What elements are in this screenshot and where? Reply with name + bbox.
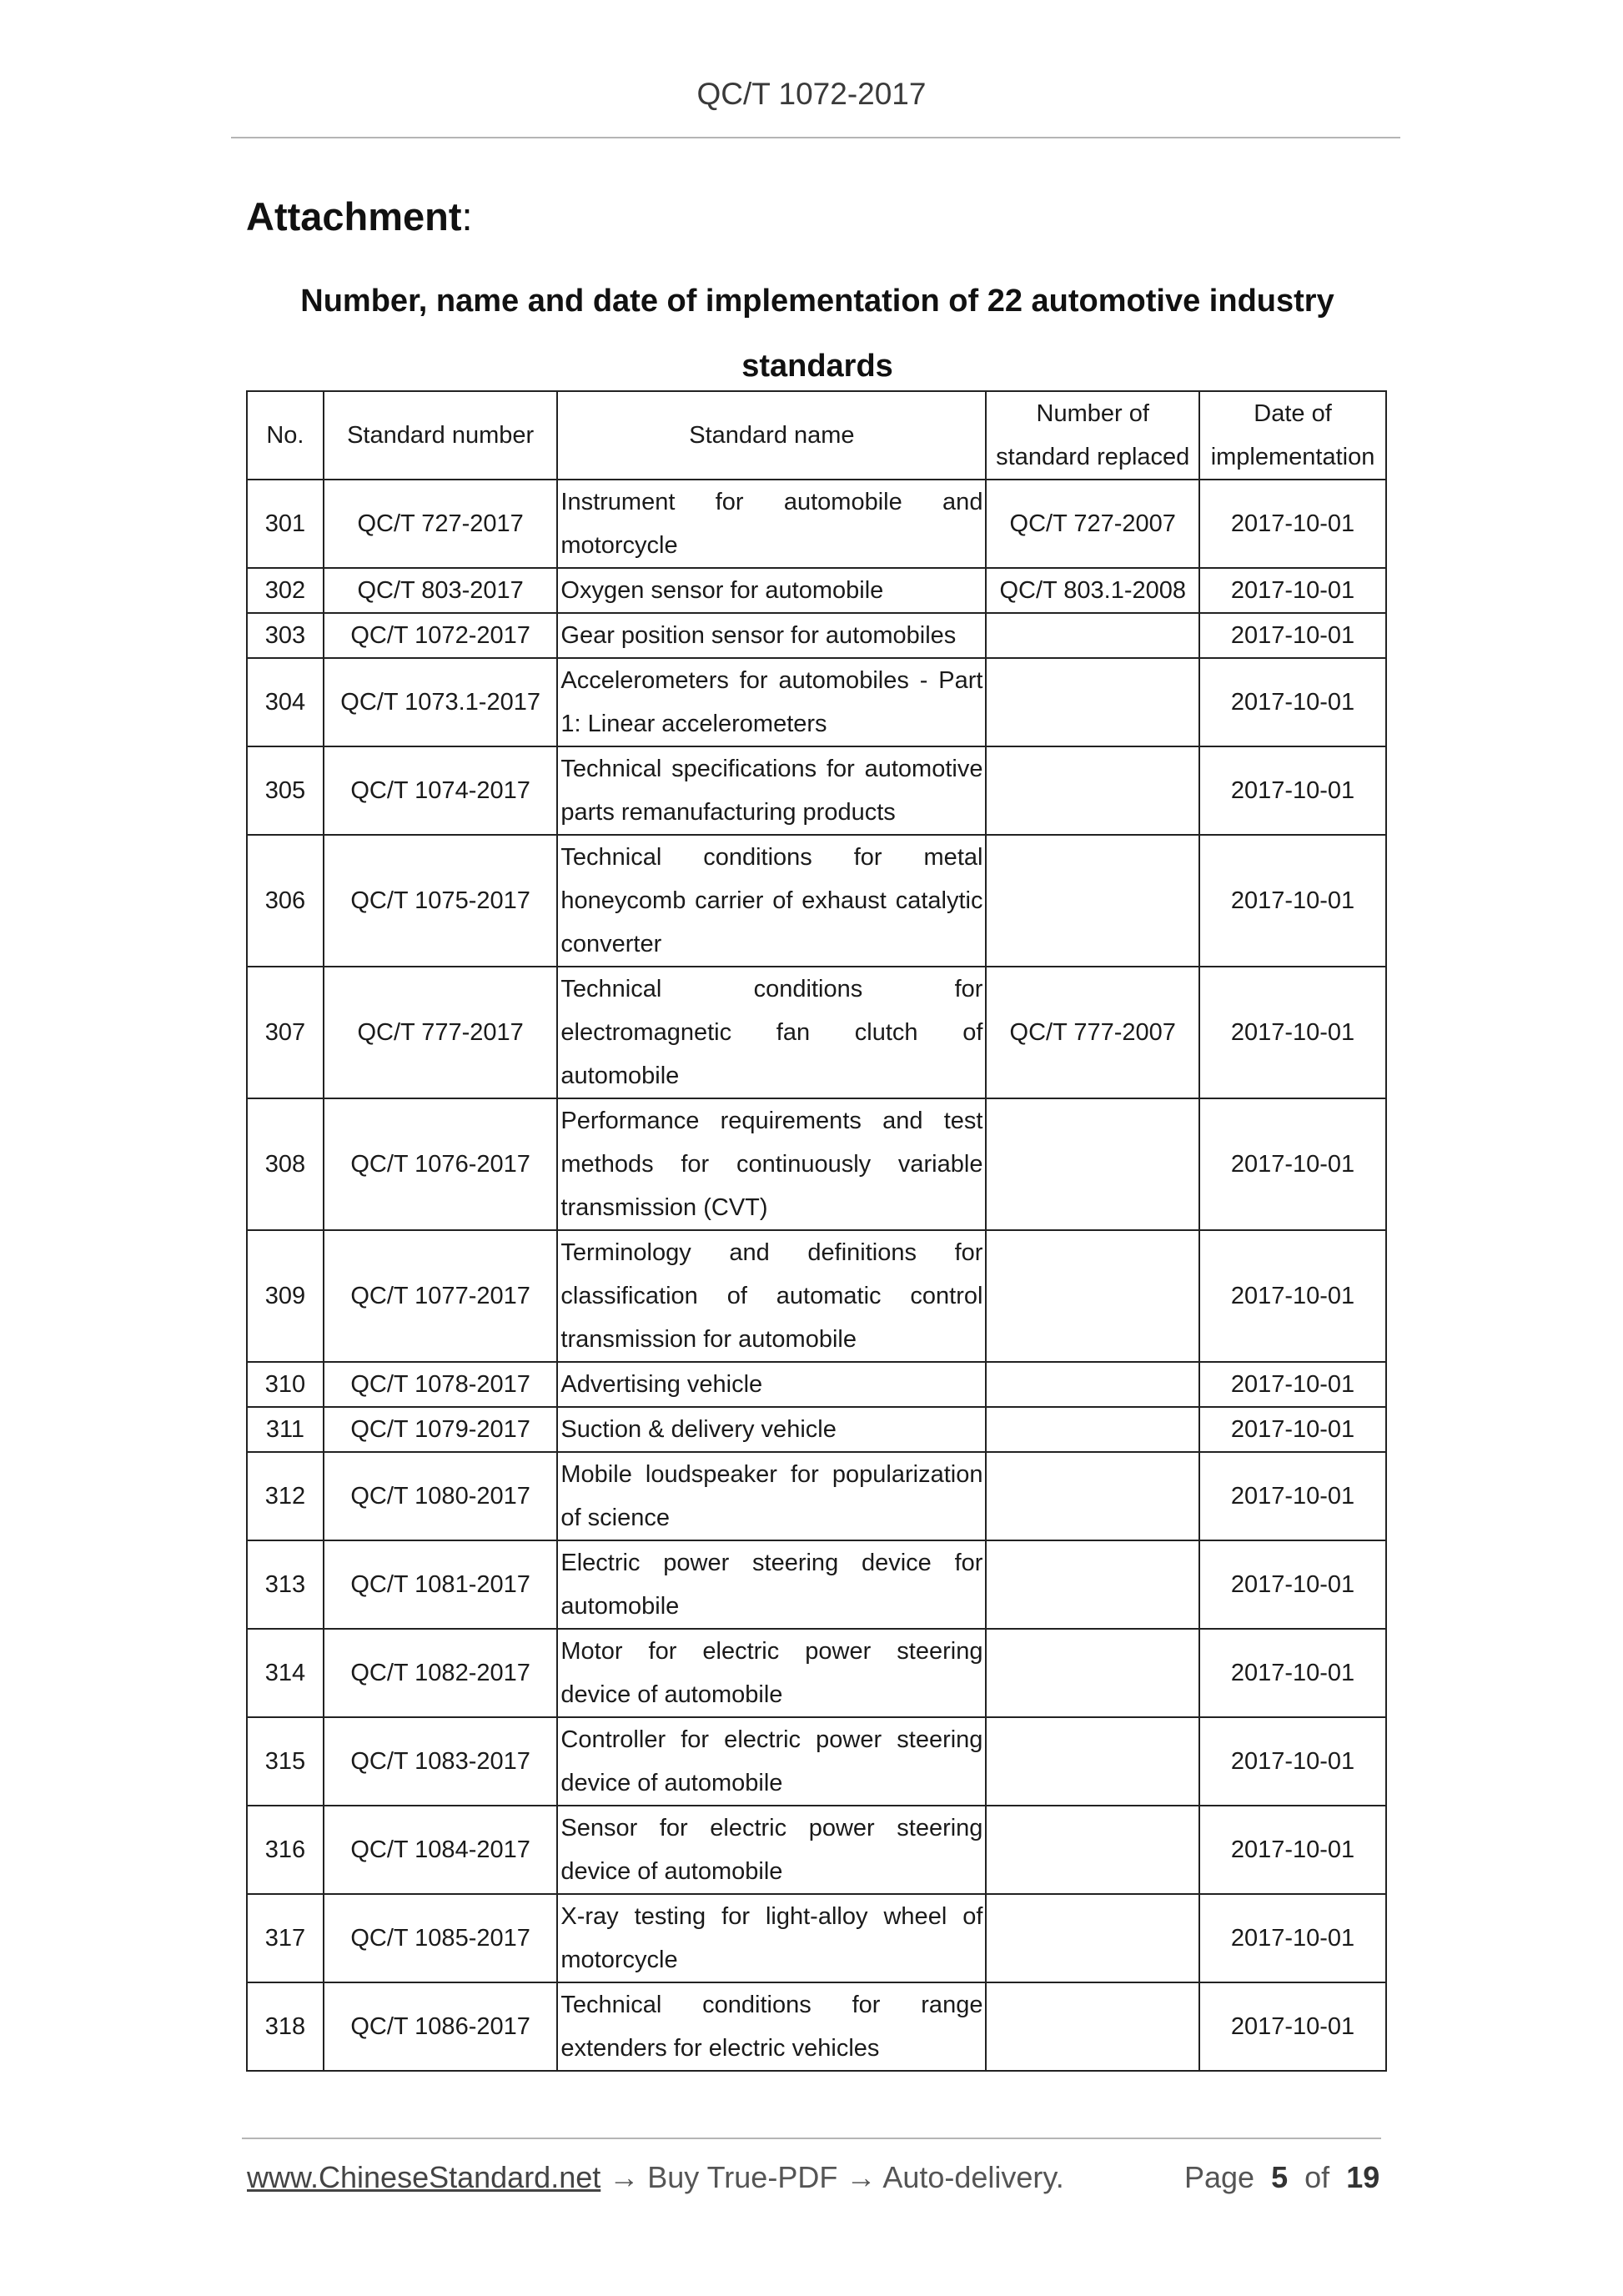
cell-standard-number: QC/T 1074-2017 — [324, 746, 558, 835]
header-standard-number: Standard number — [324, 391, 558, 480]
table-row — [247, 613, 1386, 658]
table-row — [247, 1894, 1386, 1982]
cell-date: 2017-10-01 — [1199, 835, 1386, 967]
cell-number-replaced — [986, 1982, 1199, 2071]
standards-table — [246, 390, 1387, 2072]
cell-standard-number: QC/T 1073.1-2017 — [324, 658, 558, 746]
cell-number-replaced — [986, 746, 1199, 835]
table-row — [247, 1362, 1386, 1407]
attachment-title-text: Attachment — [246, 194, 462, 239]
cell-standard-number: QC/T 727-2017 — [324, 480, 558, 568]
cell-date: 2017-10-01 — [1199, 1806, 1386, 1894]
cell-standard-number: QC/T 1075-2017 — [324, 835, 558, 967]
header-no: No. — [247, 391, 324, 480]
cell-standard-name: Mobile loudspeaker for popularization of science — [557, 1452, 986, 1540]
cell-standard-number: QC/T 1086-2017 — [324, 1982, 558, 2071]
cell-standard-number: QC/T 1078-2017 — [324, 1362, 558, 1407]
cell-date: 2017-10-01 — [1199, 967, 1386, 1098]
cell-number-replaced — [986, 1806, 1199, 1894]
table-row — [247, 1407, 1386, 1452]
attachment-title — [246, 193, 473, 239]
cell-number-replaced — [986, 1362, 1199, 1407]
cell-date: 2017-10-01 — [1199, 1452, 1386, 1540]
cell-number-replaced — [986, 1407, 1199, 1452]
cell-no: 305 — [247, 746, 324, 835]
cell-standard-number: QC/T 1085-2017 — [324, 1894, 558, 1982]
cell-no: 312 — [247, 1452, 324, 1540]
cell-no: 309 — [247, 1230, 324, 1362]
cell-standard-name: Terminology and definitions for classification of automatic control transmission for automobile — [557, 1230, 986, 1362]
footer-divider — [242, 2138, 1381, 2139]
cell-standard-number: QC/T 1077-2017 — [324, 1230, 558, 1362]
cell-number-replaced: QC/T 727-2007 — [986, 480, 1199, 568]
table-row — [247, 568, 1386, 613]
cell-no: 301 — [247, 480, 324, 568]
header-number-replaced: Number of standard replaced — [986, 391, 1199, 480]
cell-standard-name: Electric power steering device for automobile — [557, 1540, 986, 1629]
cell-no: 318 — [247, 1982, 324, 2071]
cell-standard-name: Technical conditions for electromagnetic fan clutch of automobile — [557, 967, 986, 1098]
cell-standard-name: Performance requirements and test methods for continuously variable transmission (CVT) — [557, 1098, 986, 1230]
cell-standard-number: QC/T 1076-2017 — [324, 1098, 558, 1230]
table-row — [247, 1230, 1386, 1362]
cell-standard-name: Sensor for electric power steering device of automobile — [557, 1806, 986, 1894]
cell-no: 303 — [247, 613, 324, 658]
footer-promo — [247, 2160, 1064, 2195]
cell-date: 2017-10-01 — [1199, 746, 1386, 835]
cell-standard-name: Technical specifications for automotive parts remanufacturing products — [557, 746, 986, 835]
table-row — [247, 1629, 1386, 1717]
cell-date: 2017-10-01 — [1199, 1894, 1386, 1982]
cell-no: 307 — [247, 967, 324, 1098]
footer-page-of: of — [1304, 2160, 1330, 2194]
cell-no: 317 — [247, 1894, 324, 1982]
cell-no: 310 — [247, 1362, 324, 1407]
cell-standard-number: QC/T 1081-2017 — [324, 1540, 558, 1629]
attachment-title-colon: : — [461, 194, 473, 239]
cell-date: 2017-10-01 — [1199, 1629, 1386, 1717]
cell-date: 2017-10-01 — [1199, 480, 1386, 568]
header-date: Date of implementation — [1199, 391, 1386, 480]
cell-no: 313 — [247, 1540, 324, 1629]
cell-standard-number: QC/T 1079-2017 — [324, 1407, 558, 1452]
cell-number-replaced: QC/T 777-2007 — [986, 967, 1199, 1098]
cell-standard-number: QC/T 1082-2017 — [324, 1629, 558, 1717]
cell-number-replaced — [986, 1629, 1199, 1717]
table-row — [247, 746, 1386, 835]
cell-date: 2017-10-01 — [1199, 1540, 1386, 1629]
table-title: Number, name and date of implementation of 22 automotive industry standards — [300, 284, 1334, 384]
cell-no: 316 — [247, 1806, 324, 1894]
cell-no: 302 — [247, 568, 324, 613]
cell-no: 308 — [247, 1098, 324, 1230]
cell-number-replaced: QC/T 803.1-2008 — [986, 568, 1199, 613]
header-divider — [231, 137, 1400, 138]
cell-number-replaced — [986, 835, 1199, 967]
footer-website-link[interactable]: www.ChineseStandard.net — [247, 2160, 601, 2194]
footer-page-indicator — [1184, 2160, 1379, 2195]
table-row — [247, 1098, 1386, 1230]
cell-number-replaced — [986, 658, 1199, 746]
cell-date: 2017-10-01 — [1199, 1717, 1386, 1806]
cell-standard-number: QC/T 1083-2017 — [324, 1717, 558, 1806]
cell-number-replaced — [986, 1540, 1199, 1629]
cell-standard-name: Technical conditions for metal honeycomb carrier of exhaust catalytic converter — [557, 835, 986, 967]
cell-standard-name: Advertising vehicle — [557, 1362, 986, 1407]
cell-standard-number: QC/T 803-2017 — [324, 568, 558, 613]
table-header-row — [247, 391, 1386, 480]
cell-number-replaced — [986, 1230, 1199, 1362]
cell-number-replaced — [986, 1894, 1199, 1982]
table-row — [247, 1806, 1386, 1894]
cell-standard-name: Controller for electric power steering device of automobile — [557, 1717, 986, 1806]
cell-date: 2017-10-01 — [1199, 1362, 1386, 1407]
table-row — [247, 1982, 1386, 2071]
cell-date: 2017-10-01 — [1199, 658, 1386, 746]
cell-date: 2017-10-01 — [1199, 1230, 1386, 1362]
cell-standard-name: Motor for electric power steering device of automobile — [557, 1629, 986, 1717]
table-row — [247, 1540, 1386, 1629]
cell-standard-number: QC/T 1072-2017 — [324, 613, 558, 658]
cell-standard-number: QC/T 777-2017 — [324, 967, 558, 1098]
table-row — [247, 967, 1386, 1098]
cell-standard-name: Suction & delivery vehicle — [557, 1407, 986, 1452]
table-row — [247, 835, 1386, 967]
table-row — [247, 480, 1386, 568]
footer-page-current: 5 — [1271, 2160, 1289, 2194]
cell-number-replaced — [986, 613, 1199, 658]
cell-no: 306 — [247, 835, 324, 967]
cell-date: 2017-10-01 — [1199, 1098, 1386, 1230]
cell-no: 311 — [247, 1407, 324, 1452]
cell-standard-name: X-ray testing for light-alloy wheel of motorcycle — [557, 1894, 986, 1982]
cell-standard-name: Instrument for automobile and motorcycle — [557, 480, 986, 568]
cell-standard-name: Technical conditions for range extenders for electric vehicles — [557, 1982, 986, 2071]
cell-date: 2017-10-01 — [1199, 613, 1386, 658]
cell-date: 2017-10-01 — [1199, 568, 1386, 613]
cell-number-replaced — [986, 1717, 1199, 1806]
cell-date: 2017-10-01 — [1199, 1982, 1386, 2071]
cell-date: 2017-10-01 — [1199, 1407, 1386, 1452]
cell-standard-name: Oxygen sensor for automobile — [557, 568, 986, 613]
cell-no: 314 — [247, 1629, 324, 1717]
table-row — [247, 1717, 1386, 1806]
cell-no: 315 — [247, 1717, 324, 1806]
cell-standard-name: Accelerometers for automobiles - Part 1: Linear accelerometers — [557, 658, 986, 746]
table-row — [247, 658, 1386, 746]
cell-no: 304 — [247, 658, 324, 746]
footer-page-total: 19 — [1346, 2160, 1380, 2194]
cell-standard-name: Gear position sensor for automobiles — [557, 613, 986, 658]
cell-standard-number: QC/T 1080-2017 — [324, 1452, 558, 1540]
table-body — [247, 480, 1386, 2071]
footer-tagline: → Buy True-PDF → Auto-delivery. — [600, 2160, 1064, 2194]
cell-standard-number: QC/T 1084-2017 — [324, 1806, 558, 1894]
cell-number-replaced — [986, 1098, 1199, 1230]
header-standard-name: Standard name — [557, 391, 986, 480]
table-row — [247, 1452, 1386, 1540]
header-doc-code: QC/T 1072-2017 — [696, 77, 927, 111]
cell-number-replaced — [986, 1452, 1199, 1540]
footer-page-label: Page — [1184, 2160, 1255, 2194]
